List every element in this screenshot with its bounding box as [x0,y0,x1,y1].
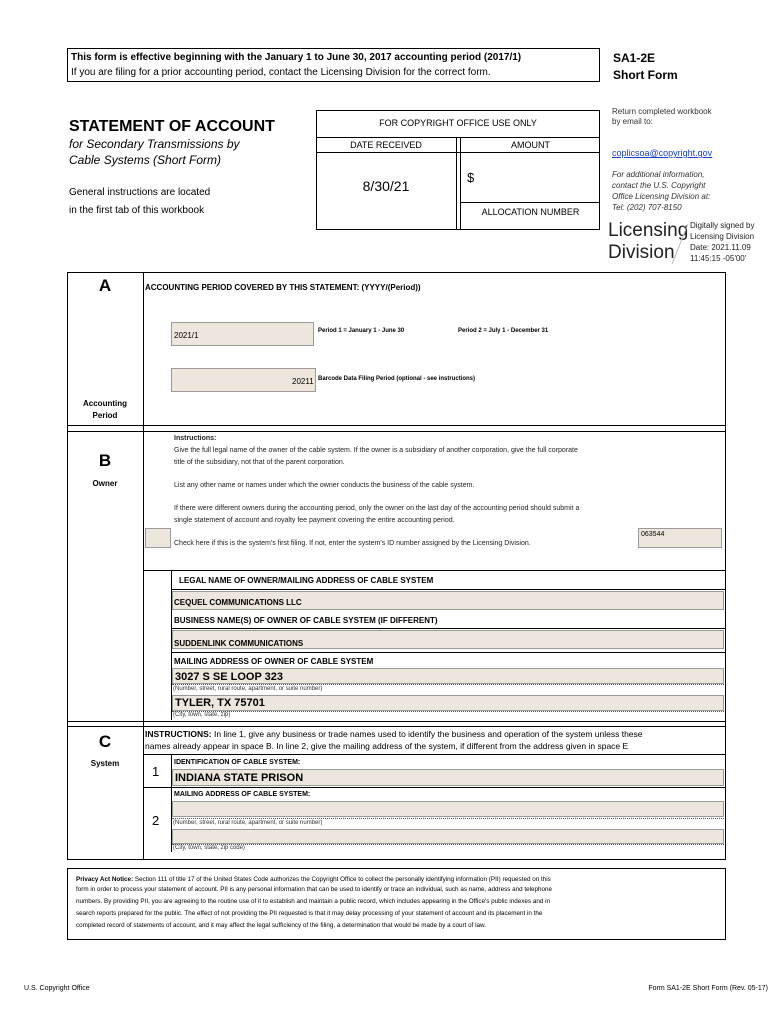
period-1-note: Period 1 = January 1 - June 30 [318,328,405,334]
page-subtitle-1: for Secondary Transmissions by [69,137,240,151]
section-b-letter: B [98,451,112,470]
owner-city-hint: (City, town, state, zip) [173,712,231,718]
section-c-label: System [90,759,120,768]
privacy-line-5: completed record of statements of account, and it may affect the legal sufficiency of the filing, a determination that would be made by a court of law. [76,922,486,929]
return-instructions-1: Return completed workbook [612,107,712,116]
section-a-label-1: Accounting [83,399,127,408]
general-instructions-1: General instructions are located [69,187,211,198]
privacy-line-1 [76,874,551,885]
notice-line-2: If you are filing for a prior accounting period, contact the Licensing Division for the correct form. [71,67,491,78]
privacy-line-3: numbers. By providing PII, you are agreeing to the routine use of it to establish and maintain a public record, which includes appearing in the Office's public indexes and in [76,898,550,905]
form-code: SA1-2E [613,51,656,65]
barcode-period-label: Barcode Data Filing Period (optional - see instructions) [318,376,476,382]
first-filing-checkbox[interactable] [145,528,171,548]
office-use-divider-3 [460,202,600,203]
owner-street-hint: (Number, street, rural route, apartment, or suite number) [173,686,323,692]
general-instructions-2: in the first tab of this workbook [69,205,205,216]
system-city-underline [172,844,724,845]
section-c-letter: C [98,732,112,751]
owner-divider-2 [171,589,726,590]
system-instructions-line-2: names already appear in space B. In line 2, give the mailing address of the system, if different from the address given in space E [145,741,629,751]
legal-name-heading: LEGAL NAME OF OWNER/MAILING ADDRESS OF CABLE SYSTEM [179,576,434,585]
info-line-1: For additional information, [612,170,705,179]
period-2-note: Period 2 = July 1 - December 31 [458,328,549,334]
signed-line-2: Licensing Division [690,232,755,241]
section-a-label-2: Period [92,411,118,420]
info-line-3: Office Licensing Division at: [612,192,711,201]
email-link[interactable]: coplicsoa@copyright.gov [612,148,713,158]
barcode-period-value: 20211 [292,377,314,386]
section-a-b-divider-2 [67,431,726,432]
page-title: STATEMENT OF ACCOUNT [69,118,275,135]
owner-street-value: 3027 S SE LOOP 323 [175,671,284,683]
page-subtitle-2: Cable Systems (Short Form) [69,153,222,167]
owner-instructions-5: single statement of account and royalty fee payment covering the entire accounting period. [174,517,455,524]
privacy-bold: Privacy Act Notice: [76,876,134,883]
owner-mailing-heading: MAILING ADDRESS OF OWNER OF CABLE SYSTEM [174,657,374,666]
owner-instructions-4: If there were different owners during the accounting period, only the owner on the last day of the accounting period should submit a [174,505,580,512]
accounting-period-value: 2021/1 [174,331,199,340]
owner-city-underline [172,711,724,712]
system-id-value: 063544 [641,531,665,538]
footer-left: U.S. Copyright Office [24,985,90,992]
business-names-heading: BUSINESS NAME(S) OF OWNER OF CABLE SYSTEM (IF DIFFERENT) [174,616,438,625]
business-name-value: SUDDENLINK COMMUNICATIONS [174,639,304,648]
system-ident-heading: IDENTIFICATION OF CABLE SYSTEM: [174,759,301,766]
system-ident-value: INDIANA STATE PRISON [175,772,304,784]
business-divider [171,628,726,629]
mailing-divider [171,652,726,653]
signature-name-2: Division [608,242,675,263]
form-type: Short Form [613,68,678,82]
system-instructions-line-1 [145,729,643,739]
notice-line-1: This form is effective beginning with the January 1 to June 30, 2017 accounting period (2017/1) [71,52,522,63]
owner-instructions-1: Give the full legal name of the owner of the cable system. If the owner is a subsidiary of another corporation, give the full corporate [174,447,578,454]
signed-line-4: 11:45:15 -05'00' [690,254,747,263]
footer-right: Form SA1-2E Short Form (Rev. 05-17) [648,985,768,992]
system-street-underline [172,818,724,819]
privacy-text-1: Section 111 of title 17 of the United States Code authorizes the Copyright Office to collect the personally identifying information (PII) requested on this [133,876,551,883]
info-line-2: contact the U.S. Copyright [612,181,706,190]
privacy-line-2: form in order to process your statement of account. PII is any personal information that can be used to identify or trace an individual, such as name, address and telephone [76,886,553,893]
date-received-label: DATE RECEIVED [350,140,422,150]
owner-city-value: TYLER, TX 75701 [175,697,265,709]
system-city-hint: (City, town, state, zip code) [173,845,245,851]
system-city-field[interactable] [172,829,724,844]
accounting-period-heading: ACCOUNTING PERIOD COVERED BY THIS STATEMENT: (YYYY/(Period)) [145,283,421,292]
label-column-divider [143,272,144,860]
return-instructions-2: by email to: [612,117,653,126]
amount-value: $ [467,170,475,185]
allocation-number-label: ALLOCATION NUMBER [481,207,580,217]
system-instructions-text-1: In line 1, give any business or trade names used to identify the business and operation of the system unless these [211,729,643,739]
date-received-value: 8/30/21 [362,178,410,194]
system-line-divider [143,787,726,788]
info-line-4: Tel: (202) 707-8150 [612,203,682,212]
section-a-b-divider [67,425,726,426]
amount-label: AMOUNT [511,140,550,150]
first-filing-text: Check here if this is the system's first filing. If not, enter the system's ID number assigned by the Licensing Division. [174,540,531,547]
office-use-divider-2 [316,152,600,153]
owner-street-underline [172,684,724,685]
system-instructions-bold: INSTRUCTIONS: [145,729,212,739]
signature-slash-icon [668,222,690,266]
section-a-letter: A [98,276,112,295]
system-street-field[interactable] [172,801,724,817]
office-use-heading: FOR COPYRIGHT OFFICE USE ONLY [379,118,537,128]
system-mail-heading: MAILING ADDRESS OF CABLE SYSTEM: [174,791,311,798]
system-line-2-number: 2 [152,813,160,828]
section-b-label: Owner [92,479,118,488]
legal-name-value: CEQUEL COMMUNICATIONS LLC [174,598,302,607]
owner-instructions-3: List any other name or names under which the owner conducts the business of the cable system. [174,482,475,489]
signed-line-1: Digitally signed by [690,221,755,230]
section-b-c-divider-2 [67,726,726,727]
owner-instructions-2: title of the subsidiary, not that of the parent corporation. [174,459,345,466]
office-use-divider [316,137,600,138]
system-divider [143,754,726,755]
owner-instructions-title: Instructions: [174,435,217,442]
owner-divider [143,570,726,571]
signed-line-3: Date: 2021.11.09 [690,243,751,252]
system-line-1-number: 1 [152,764,160,779]
privacy-line-4: search reports prepared for the public. The effect of not providing the PII requested is that it may delay processing of your statement of account and its placement in the [76,910,543,917]
section-b-c-divider [67,721,726,722]
office-use-vdivider-1 [456,137,457,230]
signature-name-1: Licensing [608,220,689,241]
system-street-hint: (Number, street, rural route, apartment, or suite number) [173,820,323,826]
